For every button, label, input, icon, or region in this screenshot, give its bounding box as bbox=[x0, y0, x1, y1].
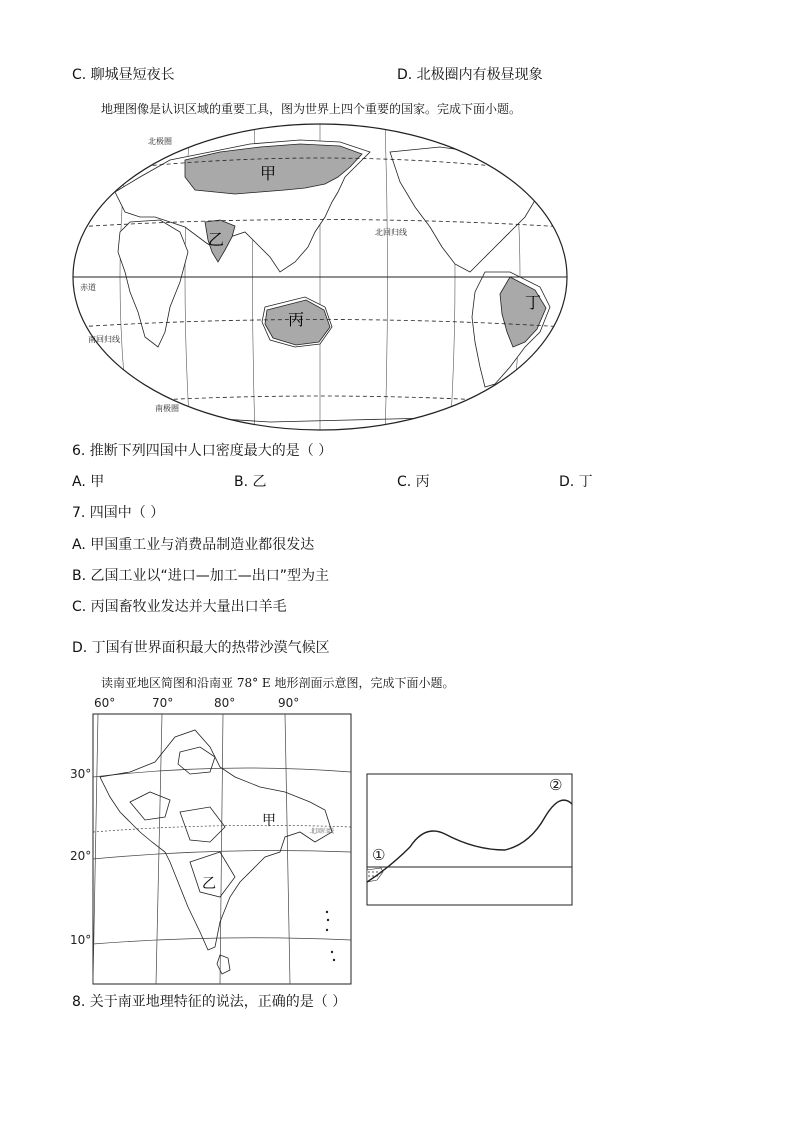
label-antarctic: 南极圈 bbox=[155, 404, 179, 413]
south-asia-map bbox=[70, 692, 362, 988]
marker-1: ① bbox=[372, 846, 386, 864]
country-jia: 甲 bbox=[260, 164, 277, 183]
marker-2: ② bbox=[549, 776, 563, 794]
lon-label-80: 80° bbox=[214, 696, 236, 710]
label-equator: 赤道 bbox=[80, 283, 96, 292]
q7-option-a: A. 甲国重工业与消费品制造业都很发达 bbox=[72, 537, 315, 553]
q7-option-d: D. 丁国有世界面积最大的热带沙漠气候区 bbox=[72, 640, 330, 656]
tropic-label: 北回归线 bbox=[310, 828, 335, 835]
terrain-profile bbox=[365, 772, 575, 908]
option-d: D. 北极圈内有极昼现象 bbox=[397, 67, 543, 83]
lon-label-70: 70° bbox=[152, 696, 174, 710]
lat-label-10: 10° bbox=[70, 933, 92, 947]
region-jia: 甲 bbox=[262, 813, 276, 829]
world-map bbox=[70, 122, 570, 434]
q6-option-c: C. 丙 bbox=[397, 474, 430, 490]
q6-stem: 6. 推断下列四国中人口密度最大的是（ ） bbox=[72, 443, 333, 459]
lon-label-90: 90° bbox=[278, 696, 300, 710]
intro-world-map: 地理图像是认识区域的重要工具，图为世界上四个重要的国家。完成下面小题。 bbox=[101, 102, 522, 116]
label-tropic-n: 北回归线 bbox=[375, 228, 407, 237]
intro-south-asia: 读南亚地区简图和沿南亚 78° E 地形剖面示意图，完成下面小题。 bbox=[101, 676, 455, 690]
country-bing: 丙 bbox=[288, 310, 305, 329]
lat-label-20: 20° bbox=[70, 849, 92, 863]
q7-stem: 7. 四国中（ ） bbox=[72, 505, 165, 521]
q8-stem: 8. 关于南亚地理特征的说法，正确的是（ ） bbox=[72, 994, 347, 1010]
q6-option-d: D. 丁 bbox=[559, 474, 593, 490]
option-c: C. 聊城昼短夜长 bbox=[72, 67, 175, 83]
q6-option-b: B. 乙 bbox=[234, 474, 267, 490]
lon-label-60: 60° bbox=[94, 696, 116, 710]
country-yi: 乙 bbox=[208, 230, 225, 249]
region-yi: 乙 bbox=[202, 876, 216, 892]
lat-label-30: 30° bbox=[70, 767, 92, 781]
q6-option-a: A. 甲 bbox=[72, 474, 105, 490]
label-tropic-s: 南回归线 bbox=[88, 335, 120, 344]
country-ding: 丁 bbox=[525, 293, 542, 312]
q7-option-b: B. 乙国工业以“进口—加工—出口”型为主 bbox=[72, 568, 330, 584]
q7-option-c: C. 丙国畜牧业发达并大量出口羊毛 bbox=[72, 599, 287, 615]
label-arctic: 北极圈 bbox=[148, 137, 172, 146]
